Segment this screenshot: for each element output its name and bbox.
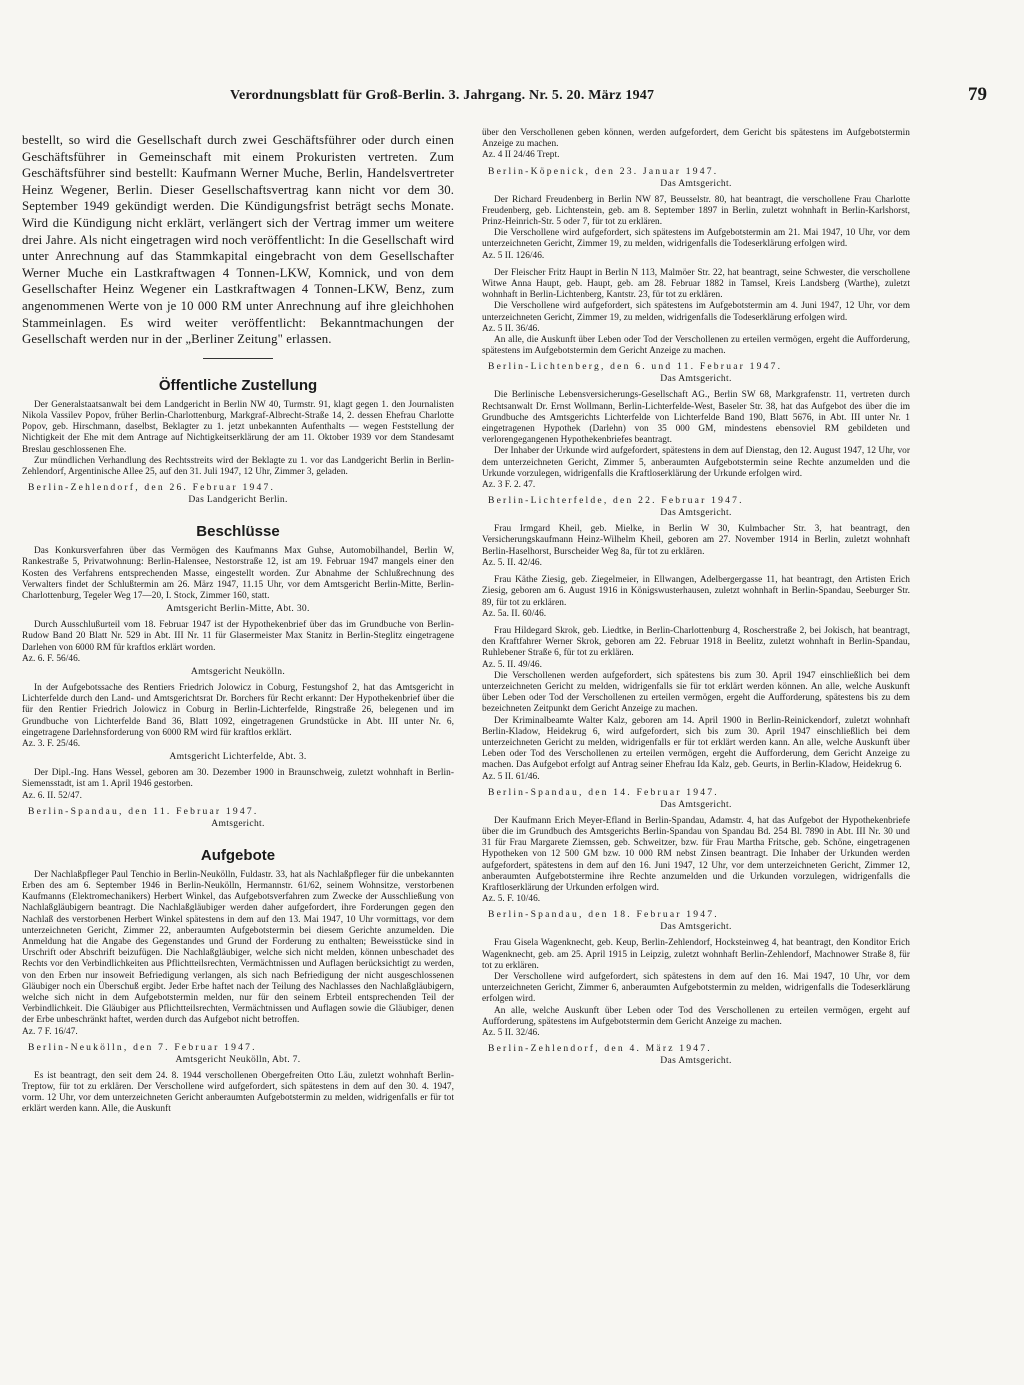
court-signature: Das Landgericht Berlin. — [188, 494, 288, 506]
place-date: Berlin-Spandau, den 11. Februar 1947. — [28, 805, 259, 817]
place-date: Berlin-Lichtenberg, den 6. und 11. Februar 1947. — [488, 361, 783, 373]
file-reference: Az. 3 F. 2. 47. — [482, 480, 536, 491]
notice-paragraph: Frau Gisela Wagenknecht, geb. Keup, Berlin-Zehlendorf, Hocksteinweg 4, hat beantragt, den Konditor Erich Wagenknecht, geb. am 25. April 1915 in Leipzig, zuletzt wohnhaft Berlin-Zehlendorf, Machnower Straße 8, für tot zu erklären. — [482, 938, 910, 971]
court-signature: Das Amtsgericht. — [660, 177, 732, 189]
notice-paragraph: Das Konkursverfahren über das Vermögen des Kaufmanns Max Guhse, Automobilhandel, Berlin W, Rankestraße 5, Privatwohnung: Berlin-Halensee, Nestorstraße 12, ist am 19. Februar 1947 mangels einer den Kosten des Verfahrens entsprechenden Masse, eingestellt worden. Zur Abnahme der Schlußrechnung des Verwalters findet der Schlußtermin am 26. März 1947, 11.15 Uhr, vor dem Amtsgericht Berlin-Mitte, Berlin-Charlottenburg, Tegeler Weg 17—20, I. Stock, Zimmer 160, statt. — [22, 546, 454, 601]
notice-paragraph: Frau Käthe Ziesig, geb. Ziegelmeier, in Ellwangen, Adelbergergasse 11, hat beantragt, den Artisten Erich Ziesig, geboren am 6. August 1916 in Königswusterhausen, zuletzt wohnhaft in Berlin-Spandau, Seeburger Str. 89, für tot zu erklären. — [482, 575, 910, 608]
notice-paragraph: Die Verschollene wird aufgefordert, sich spätestens im Aufgebotstermin am 4. Juni 1947, 12 Uhr, vor dem unterzeichneten Gericht, Zimmer 19, zu melden, widrigenfalls die Todeserklärung erfolgen wird. — [482, 301, 910, 323]
notice-paragraph: Die Berlinische Lebensversicherungs-Gesellschaft AG., Berlin SW 68, Markgrafenstr. 11, vertreten durch Rechtsanwalt Dr. Ernst Wollmann, Berlin-Lichterfelde-West, Baseler Str. 38, hat das Aufgebot des über die im Grundbuche des Amtsgerichts Lichterfelde von Lichterfelde Band 190, Blatt 5676, in Abt. III unter Nr. 1 eingetragenen Hypothek (Darlehn) von 35 000 GM, mindestens ebensoviel RM gebildeten und verlorengegangenen Hypothekenbriefes beantragt. — [482, 390, 910, 446]
notice-paragraph: Der Verschollene wird aufgefordert, sich spätestens in dem auf den 16. Mai 1947, 10 Uhr, vor dem unterzeichneten Gericht, Zimmer 6, anberaumten Aufgebotstermin zu melden, widrigenfalls die Todeserklärung erfolgen wird. — [482, 971, 910, 1005]
notice-paragraph: Der Generalstaatsanwalt bei dem Landgericht in Berlin NW 40, Turmstr. 91, klagt gegen 1. den Journalisten Nikola Vassilev Popov, früher Berlin-Charlottenburg, Markgraf-Albrecht-Straße 14, 2. dessen Ehefrau Charlotte Popov, geb. Hirschmann, daselbst, Beklagter zu 1. jetzt unbekannten Aufenthalts — wegen Feststellung der Nichtigkeit der Ehe mit dem Antrage auf Nichtigkeitserklärung der am 11. Oktober 1939 vor dem Standesamt Breslau geschlossenen Ehe. — [22, 399, 454, 455]
notice-paragraph: über den Verschollenen geben können, werden aufgefordert, dem Gericht bis spätestens im Aufgebotstermin Anzeige zu machen. — [482, 128, 910, 150]
place-date: Berlin-Zehlendorf, den 4. März 1947. — [488, 1043, 712, 1055]
section-divider — [203, 358, 273, 359]
left-column — [22, 128, 454, 1368]
notice-paragraph: Zur mündlichen Verhandlung des Rechtsstreits wird der Beklagte zu 1. vor das Landgericht Berlin in Berlin-Zehlendorf, Argentinische Allee 25, auf den 31. Juli 1947, 12 Uhr, Zimmer 3, geladen. — [22, 455, 454, 477]
file-reference: Az. 7 F. 16/47. — [22, 1026, 78, 1037]
notice-paragraph: An alle, welche Auskunft über Leben oder Tod des Verschollenen zu erteilen vermögen, ergeht auf Aufforderung, spätestens im Aufgebotstermin dem Gericht Anzeige zu machen. — [482, 1005, 910, 1027]
notice-paragraph: Der Kaufmann Erich Meyer-Efland in Berlin-Spandau, Adamstr. 4, hat das Aufgebot der Hypothekenbriefe über die im Grundbuch des Amtsgerichts Berlin-Spandau von Spandau Bd. 254 Bl. 7890 in Abt. III Nr. 30 und 31 für Frau Margarete Ziemssen, geb. Schweitzer, bzw. für Frau Martha Fritsche, geb. Schöne, eingetragenen Hypotheken von 12 500 GM bzw. 10 000 RM nebst Zinsen beantragt. Die Inhaber der Urkunden werden aufgefordert, spätestens in dem auf den 16. Juni 1947, 12 Uhr, vor dem unterzeichneten Gericht, Zimmer 12, anberaumten Aufgebotstermine ihre Rechte anzumelden und die Urkunden vorzulegen, widrigenfalls die Kraftloserklärung der Urkunden erfolgen wird. — [482, 815, 910, 893]
notice-paragraph: Es ist beantragt, den seit dem 24. 8. 1944 verschollenen Obergefreiten Otto Läu, zuletzt wohnhaft Berlin-Treptow, für tot zu erklären. Der Verschollene wird aufgefordert, sich spätestens in dem auf den 30. 4. 1947, vorm. 12 Uhr, vor dem unterzeichneten Gericht anberaumten Aufgebotstermin zu melden, widrigenfalls er für tot erklärt werden kann. Alle, die Auskunft — [22, 1070, 454, 1115]
file-reference: Az. 5. II. 49/46. — [482, 659, 542, 670]
notice-paragraph: Frau Irmgard Kheil, geb. Mielke, in Berlin W 30, Kulmbacher Str. 3, hat beantragt, den Versicherungskaufmann Heinz-Wilhelm Kheil, geboren am 27. November 1914 in Berlin, zuletzt wohnhaft Berlin-Haselhorst, Burscheider Weg 8a, für tot zu erklären. — [482, 524, 910, 557]
file-reference: Az. 5 II. 36/46. — [482, 323, 540, 334]
notice-paragraph: Durch Ausschlußurteil vom 18. Februar 1947 ist der Hypothekenbrief über das im Grundbuche von Berlin-Rudow Band 20 Blatt Nr. 529 in Abt. III Nr. 11 für Glasermeister Max Stanitz in Berlin-Steglitz eingetragene Darlehen von 6000 RM für kraftlos erklärt worden. — [22, 620, 454, 653]
section-title-aufgebote: Aufgebote — [200, 846, 276, 864]
place-date: Berlin-Spandau, den 18. Februar 1947. — [488, 909, 719, 921]
file-reference: Az. 5 II. 61/46. — [482, 771, 540, 782]
page-number: 79 — [968, 84, 987, 105]
notice-paragraph: Der Inhaber der Urkunde wird aufgefordert, spätestens in dem auf Dienstag, den 12. August 1947, 12 Uhr, vor dem unterzeichneten Gericht, Zimmer 5, anberaumten Aufgebotstermin seine Rechte anzumelden und die Urkunde vorzulegen, widrigenfalls die Kraftloserklärung der Urkunde erfolgen wird. — [482, 446, 910, 479]
file-reference: Az. 3. F. 25/46. — [22, 738, 81, 749]
notice-paragraph: In der Aufgebotssache des Rentiers Friedrich Jolowicz in Coburg, Festungshof 2, hat das Amtsgericht in Lichterfelde durch den Land- und Amtsgerichtsrat Dr. Borchers für Recht erkannt: Der Hypothekenbrief über die für den Rentier Friedrich Jolowicz in Coburg in Berlin-Lichterfelde, Ringstraße 26, belegenen und im Grundbuche von Lichterfelde Band 36, Blatt 1092, eingetragenen Grundstücke in Abt. III unter Nr. 6, eingetragene Darlehnsforderung von 6000 RM wird für kraftlos erklärt. — [22, 682, 454, 738]
file-reference: Az. 5 II. 32/46. — [482, 1028, 540, 1038]
notice-paragraph: Frau Hildegard Skrok, geb. Liedtke, in Berlin-Charlottenburg 4, Roscherstraße 2, bei Jokisch, hat beantragt, den Kraftfahrer Werner Skrok, geboren am 22. Februar 1918 in Beelitz, zuletzt wohnhaft in Berlin-Spandau, Ruhlebener Straße 6, für tot zu erklären. — [482, 625, 910, 659]
court-signature: Amtsgericht Neukölln. — [190, 665, 286, 677]
right-column — [482, 128, 910, 1368]
section-title-zustellung: Öffentliche Zustellung — [158, 376, 318, 394]
court-signature: Amtsgericht Lichterfelde, Abt. 3. — [169, 751, 307, 763]
file-reference: Az. 6. II. 52/47. — [22, 790, 82, 801]
file-reference: Az. 6. F. 56/46. — [22, 653, 81, 664]
notice-paragraph: Der Dipl.-Ing. Hans Wessel, geboren am 30. Dezember 1900 in Braunschweig, zuletzt wohnhaft in Berlin-Siemensstadt, ist am 1. April 1946 gestorben. — [22, 768, 454, 790]
place-date: Berlin-Zehlendorf, den 26. Februar 1947. — [28, 482, 276, 494]
notice-paragraph: An alle, die Auskunft über Leben oder Tod der Verschollenen zu erteilen vermögen, ergeht die Aufforderung, spätestens im Aufgebotstermin dem Gericht Anzeige zu machen. — [482, 335, 910, 357]
court-signature: Das Amtsgericht. — [660, 373, 732, 385]
file-reference: Az. 5. F. 10/46. — [482, 894, 541, 905]
notice-paragraph: Der Richard Freudenberg in Berlin NW 87, Beusselstr. 80, hat beantragt, die verschollene Frau Charlotte Freudenberg, geb. Lichtenstein, geb. am 8. September 1897 in Berlin, zuletzt wohnhaft in Berlin-Karlshorst, Prinz-Heinrich-Str. 5 oder 7, für tot zu erklären. — [482, 194, 910, 228]
notice-paragraph: Die Verschollene wird aufgefordert, sich spätestens im Aufgebotstermin am 21. Mai 1947, 10 Uhr, vor dem unterzeichneten Gericht, Zimmer 19, zu melden, widrigenfalls die Todeserklärung erfolgen wird. — [482, 228, 910, 250]
notice-paragraph: Der Kriminalbeamte Walter Kalz, geboren am 14. April 1900 in Berlin-Reinickendorf, zuletzt wohnhaft Berlin-Kladow, Heidekrug 6, wird aufgefordert, sich bis zum 30. April 1947 einschließlich bei dem unterzeichneten Gericht zu melden, widrigenfalls er für tot erklärt werden kann. An alle, welche Auskunft über Leben oder Tod des Verschollenen zu erteilen vermögen, ergeht die Aufforderung, dem Gericht Anzeige zu machen. Das Aufgebot erfolgt auf Antrag seiner Ehefrau Ida Kalz, geb. Geurts, in Berlin-Kladow, Heidekrug 6. — [482, 715, 910, 771]
notice-paragraph: Die Verschollenen werden aufgefordert, sich spätestens bis zum 30. April 1947 einschließlich bei dem unterzeichneten Gericht zu melden, widrigenfalls sie für tot erklärt werden können. An alle, welche Auskunft über Leben oder Tod der Verschollenen zu erteilen vermögen, ergeht die Aufforderung, spätestens bis zu dem bezeichneten Zeitpunkt dem Gericht Anzeige zu machen. — [482, 670, 910, 715]
place-date: Berlin-Lichterfelde, den 22. Februar 1947. — [488, 495, 744, 507]
place-date: Berlin-Neukölln, den 7. Februar 1947. — [28, 1041, 257, 1053]
lead-paragraph: bestellt, so wird die Gesellschaft durch zwei Geschäftsführer oder durch einen Geschäftsführer in Gemeinschaft mit einem Prokuristen vertreten. Zum Geschäftsführer sind bestellt: Kaufmann Werner Muche, Berlin, Handelsvertreter Heinz Wegener, Berlin. Dieser Gesellschaftsvertrag kann nicht vor dem 30. September 1949 gekündigt werden. Die Kündigungsfrist beträgt sechs Monate. Wird die Kündigung nicht erklärt, verlängert sich der Vertrag immer um weitere drei Jahre. Als nicht eingetragen wird noch veröffentlicht: In die Gesellschaft wird unter Anrechnung auf das Stammkapital eingebracht von dem Gesellschafter Werner Muche ein Lastkraftwagen 4 Tonnen-LKW, Komnick, und von dem Gesellschafter Heinz Wegener ein Lastkraftwagen 4 Tonnen-LKW, Benz, zum angenommenen Werte von je 10 000 RM unter Anrechnung auf ihre gleichhohen Stammeinlagen. Es wird weiter veröffentlicht: Bekanntmachungen der Gesellschaft werden nur in der „Berliner Zeitung" erlassen. — [22, 133, 454, 347]
section-title-beschluesse: Beschlüsse — [196, 523, 280, 541]
page-header: Verordnungsblatt für Groß-Berlin. 3. Jahrgang. Nr. 5. 20. März 1947 — [230, 88, 655, 103]
file-reference: Az. 5a. II. 60/46. — [482, 608, 547, 619]
court-signature: Amtsgericht Berlin-Mitte, Abt. 30. — [166, 603, 310, 615]
court-signature: Das Amtsgericht. — [660, 507, 732, 519]
court-signature: Das Amtsgericht. — [660, 1055, 732, 1067]
file-reference: Az. 4 II 24/46 Trept. — [482, 150, 560, 161]
court-signature: Das Amtsgericht. — [660, 798, 732, 810]
file-reference: Az. 5 II. 126/46. — [482, 250, 545, 261]
court-signature: Das Amtsgericht. — [660, 921, 732, 933]
notice-paragraph: Der Fleischer Fritz Haupt in Berlin N 113, Malmöer Str. 22, hat beantragt, seine Schwester, die verschollene Witwe Anna Haupt, geb. Haupt, geb. am 28. Februar 1882 in Tamsel, Kreis Landsberg (Warthe), zuletzt wohnhaft in Berlin-Lichtenberg, Kantstr. 23, für tot zu erklären. — [482, 267, 910, 301]
notice-paragraph: Der Nachlaßpfleger Paul Tenchio in Berlin-Neukölln, Fuldastr. 33, hat als Nachlaßpfleger für die unbekannten Erben des am 6. September 1946 in Berlin-Neukölln, Hermannstr. 61/62, seinem Wohnsitze, verstorbenen Kaufmanns (Elektromechanikers) Herbert Winkel, das Aufgebotsverfahren zum Zwecke der Ausschließung von Nachlaßgläubigern beantragt. Die Nachlaßgläubiger werden daher aufgefordert, ihre Forderungen gegen den Nachlaß des verstorbenen Herbert Winkel spätestens in dem auf den 13. Mai 1947, 10 Uhr vormittags, vor dem unterzeichneten Gericht, Zimmer 22, anberaumten Aufgebotstermin bei diesem Gerichte anzumelden. Die Anmeldung hat die Angabe des Gegenstandes und Grund der Forderung zu enthalten; Beweisstücke sind in Urschrift oder Abschrift beizufügen. Die Nachlaßgläubiger, welche sich nicht melden, können unbeschadet des Rechts vor den Verbindlichkeiten aus Pflichtteilsrechten, Vermächtnissen und Auflagen berücksichtigt zu werden, von den Erben nur insoweit Befriedigung verlangen, als sich nach Befriedigung der nicht ausgeschlossenen Gläubiger noch ein Überschuß ergibt. Jeder Erbe haftet nach der Teilung des Nachlasses den Nachlaßgläubigern, welche sich nicht in dem Aufgebotstermin melden, nur für den seinem Erbteil entsprechenden Teil der Verbindlichkeit. Die Gläubiger aus Pflichtteilsrechten, Vermächtnissen und Auflagen sowie die Gläubiger, denen der Erbe unbeschränkt haftet, werden durch das Aufgebot nicht betroffen. — [22, 869, 454, 1026]
court-signature: Amtsgericht. — [211, 817, 265, 829]
place-date: Berlin-Spandau, den 14. Februar 1947. — [488, 786, 719, 798]
court-signature: Amtsgericht Neukölln, Abt. 7. — [175, 1053, 301, 1065]
place-date: Berlin-Köpenick, den 23. Januar 1947. — [488, 165, 719, 177]
file-reference: Az. 5. II. 42/46. — [482, 557, 542, 568]
